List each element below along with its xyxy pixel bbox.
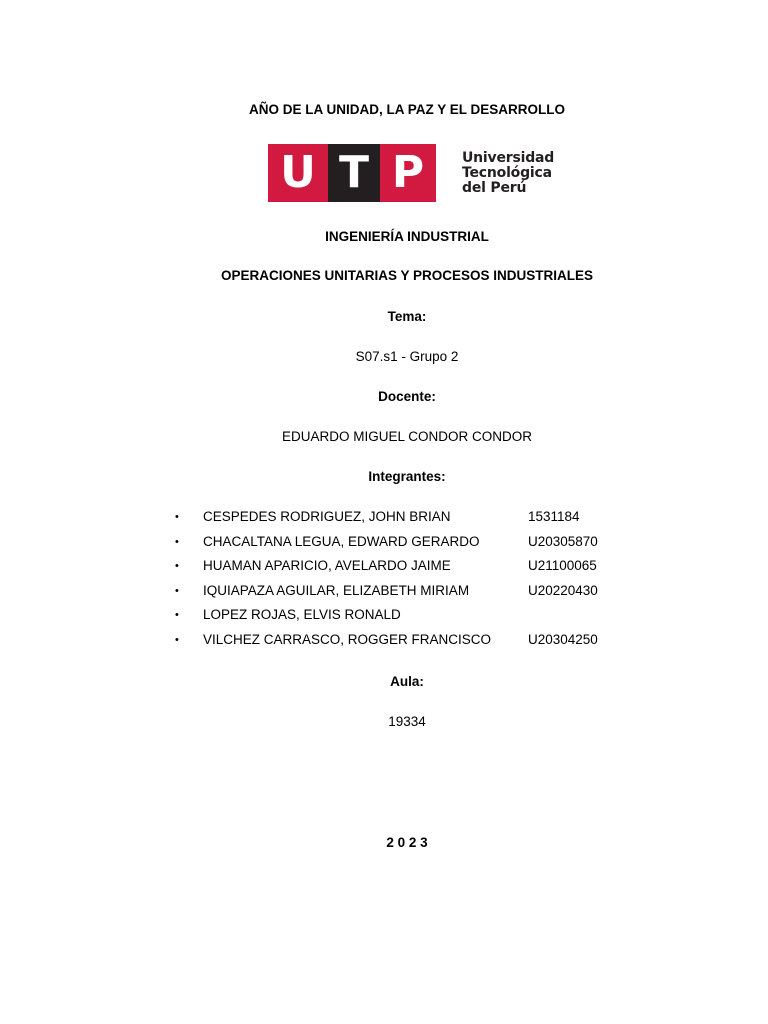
member-name: LOPEZ ROJAS, ELVIS RONALD	[203, 607, 401, 623]
bullet: •	[175, 633, 179, 646]
university-name-line-1: Universidad	[462, 150, 555, 166]
logo-letter-t: T	[328, 144, 380, 202]
classroom-label: Aula:	[390, 674, 424, 689]
member-name: CHACALTANA LEGUA, EDWARD GERARDO	[203, 533, 480, 549]
member-code: U20305870	[528, 533, 598, 549]
university-name	[462, 151, 562, 196]
utp-logo	[268, 144, 558, 202]
members-label: Integrantes:	[368, 469, 446, 484]
bullet: •	[175, 535, 179, 548]
university-name-line-3: del Perú	[462, 180, 527, 196]
classroom-value: 19334	[388, 714, 426, 729]
utp-logo-mark	[268, 144, 436, 202]
course-title: OPERACIONES UNITARIAS Y PROCESOS INDUSTRIALES	[220, 268, 594, 283]
member-code: 1531184	[528, 509, 580, 524]
bullet: •	[175, 511, 179, 523]
list-item	[175, 509, 615, 534]
logo-letter-p: P	[380, 144, 436, 202]
bullet: •	[175, 584, 179, 597]
bullet: •	[175, 609, 179, 622]
member-name: CESPEDES RODRIGUEZ, JOHN BRIAN	[203, 509, 451, 524]
member-code: U21100065	[528, 558, 597, 574]
member-code: U20304250	[528, 631, 598, 647]
career-title: INGENIERÍA INDUSTRIAL	[325, 229, 489, 244]
document-year: 2 0 2 3	[386, 835, 428, 850]
topic-value: S07.s1 - Grupo 2	[355, 349, 459, 364]
list-item	[175, 607, 615, 632]
list-item	[175, 534, 615, 559]
member-name: VILCHEZ CARRASCO, ROGGER FRANCISCO	[203, 631, 492, 647]
member-name: HUAMAN APARICIO, AVELARDO JAIME	[203, 558, 451, 574]
year-motto: AÑO DE LA UNIDAD, LA PAZ Y EL DESARROLLO	[248, 102, 566, 117]
list-item	[175, 583, 615, 608]
university-name-line-2: Tecnológica	[462, 165, 552, 181]
member-code: U20220430	[528, 582, 598, 598]
teacher-label: Docente:	[378, 389, 436, 404]
topic-label: Tema:	[387, 309, 427, 324]
logo-letter-u: U	[268, 144, 328, 202]
list-item	[175, 558, 615, 583]
teacher-name: EDUARDO MIGUEL CONDOR CONDOR	[281, 429, 532, 444]
members-list	[175, 509, 615, 657]
list-item	[175, 632, 615, 657]
bullet: •	[175, 560, 179, 573]
member-name: IQUIAPAZA AGUILAR, ELIZABETH MIRIAM	[203, 582, 470, 598]
